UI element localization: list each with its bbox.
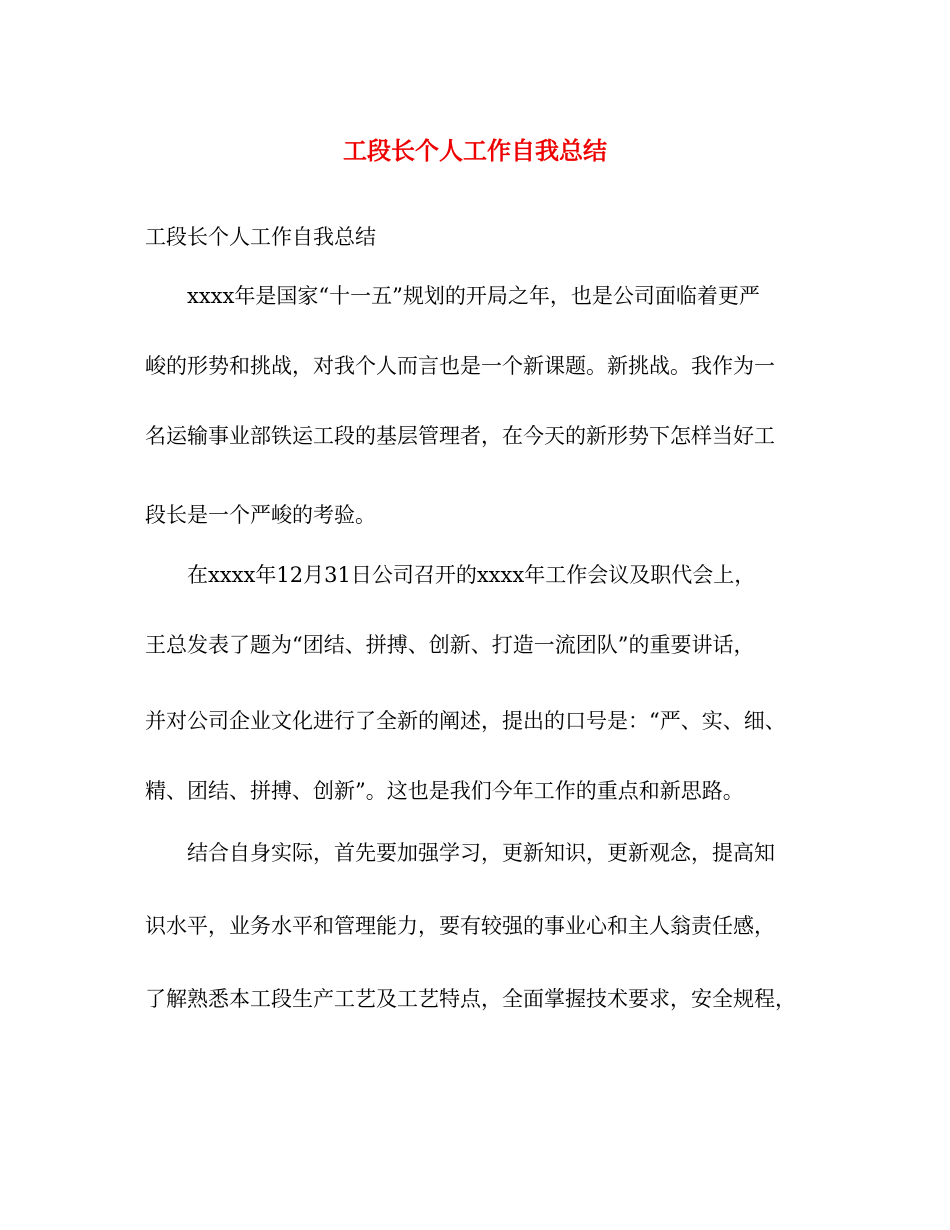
document-title: 工段长个人工作自我总结 (343, 136, 607, 165)
paragraph-line: 并对公司企业文化进行了全新的阐述，提出的口号是：“严、实、细、 (145, 709, 786, 733)
paragraph-line: 名运输事业部铁运工段的基层管理者，在今天的新形势下怎样当好工 (145, 424, 775, 448)
paragraph-line: 峻的形势和挑战，对我个人而言也是一个新课题。新挑战。我作为一 (145, 354, 775, 378)
paragraph-line: 识水平，业务水平和管理能力，要有较强的事业心和主人翁责任感， (145, 914, 775, 938)
paragraph-line: xxxx年是国家“十一五”规划的开局之年，也是公司面临着更严 (187, 284, 760, 308)
paragraph-line: 在xxxx年12月31日公司召开的xxxx年工作会议及职代会上， (187, 563, 756, 587)
paragraph-line: 段长是一个严峻的考验。 (145, 503, 376, 527)
paragraph-line: 精、团结、拼搏、创新”。这也是我们今年工作的重点和新思路。 (145, 779, 744, 803)
paragraph-line: 结合自身实际，首先要加强学习，更新知识，更新观念，提高知 (187, 841, 775, 865)
document-subtitle: 工段长个人工作自我总结 (145, 225, 376, 249)
paragraph-line: 王总发表了题为“团结、拼搏、创新、打造一流团队”的重要讲话， (145, 633, 755, 657)
paragraph-line: 了解熟悉本工段生产工艺及工艺特点，全面掌握技术要求，安全规程， (145, 987, 796, 1011)
